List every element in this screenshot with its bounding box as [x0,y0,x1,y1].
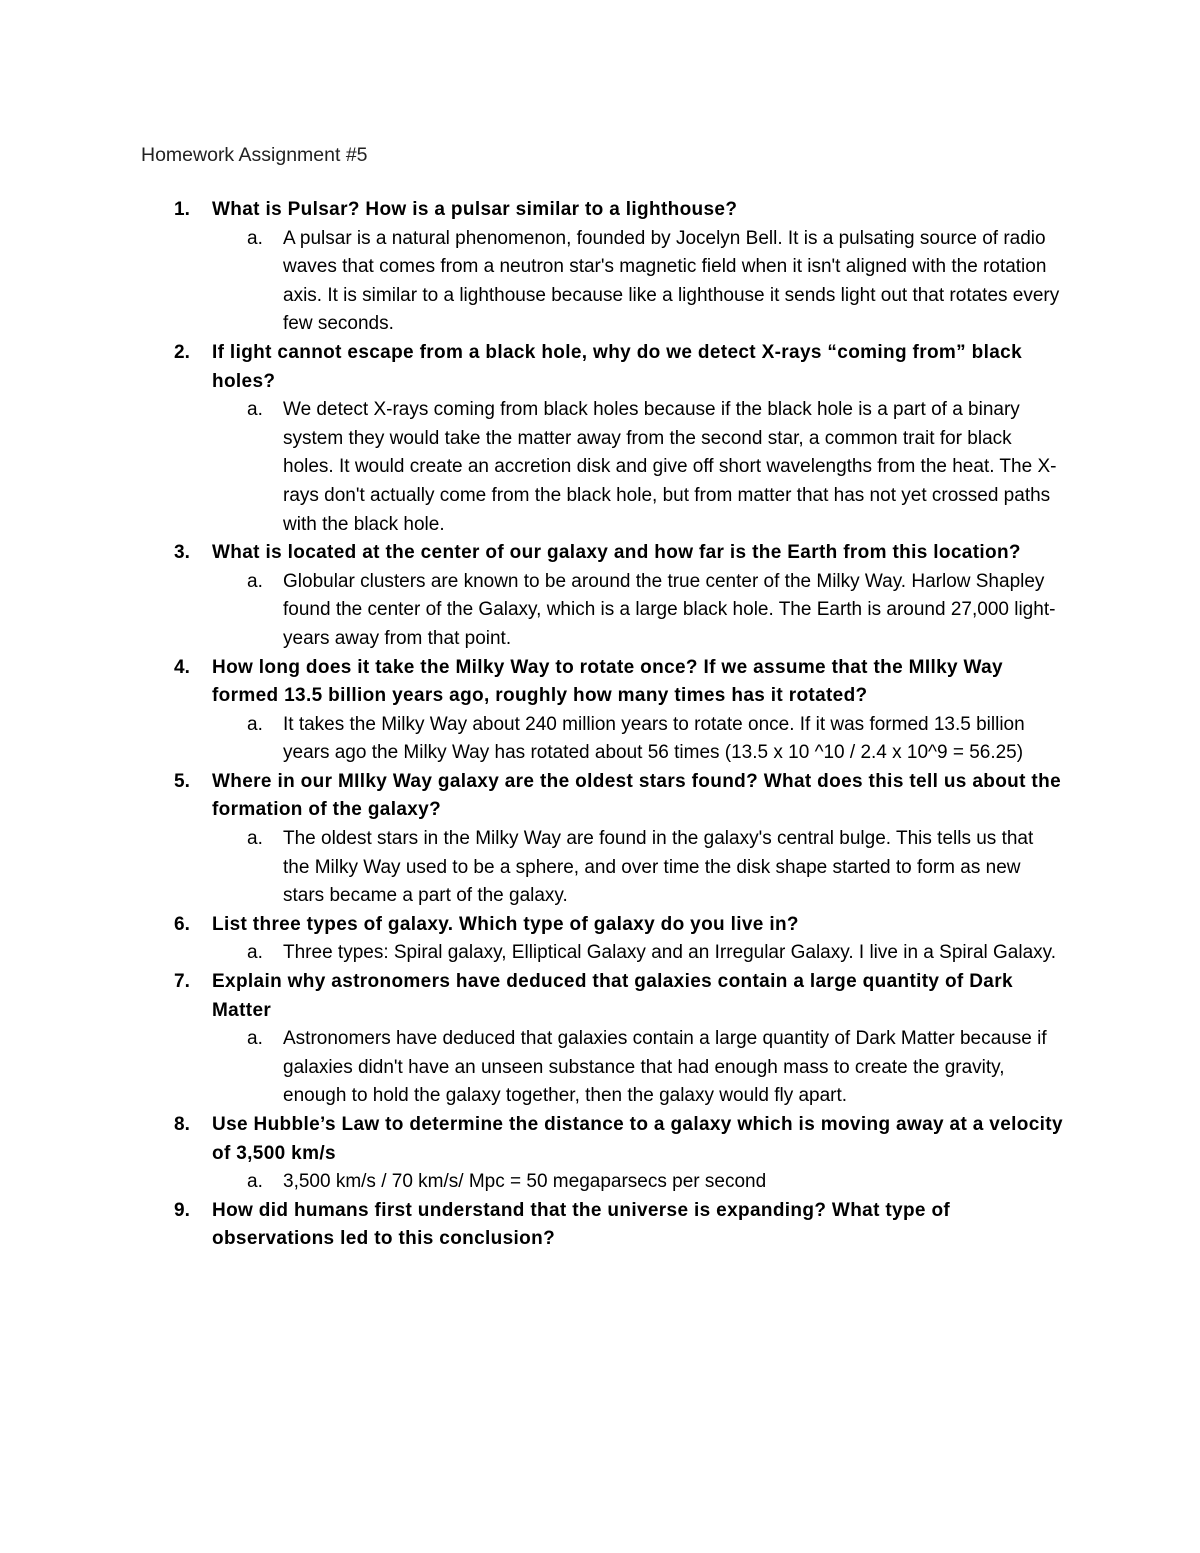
answer-text: We detect X-rays coming from black holes because if the black hole is a part of a binary system they would take the matter away from the second star, a common trait for black holes. It would create an accretion disk and give off short wavelengths from the heat. The X-rays don't actually come from the black hole, but from matter that has not yet crossed paths with the black hole. [283,399,1057,535]
question-item-1 [0,196,1200,339]
question-item-7 [0,968,1200,1111]
answer-marker: a. [247,570,263,592]
question-text: If light cannot escape from a black hole, why do we detect X-rays “coming from” black holes? [212,341,1022,392]
answer-text: 3,500 km/s / 70 km/s/ Mpc = 50 megaparsecs per second [283,1171,767,1193]
answer-item [0,825,1200,911]
question-number: 5. [174,770,190,792]
question-number: 3. [174,542,190,564]
question-text: List three types of galaxy. Which type of galaxy do you live in? [212,913,799,935]
question-item-6 [0,911,1200,968]
question-item-9 [0,1197,1200,1254]
answer-text: It takes the Milky Way about 240 million years to rotate once. If it was formed 13.5 billion years ago the Milky Way has rotated about 56 times (13.5 x 10 ^10 / 2.4 x 10^9 = 56.25) [283,713,1025,764]
question-text: Use Hubble’s Law to determine the distance to a galaxy which is moving away at a velocity of 3,500 km/s [212,1114,1063,1164]
question-item-2 [0,339,1200,539]
question-number: 9. [174,1199,190,1221]
question-number: 4. [174,656,190,678]
question-item-4 [0,654,1200,768]
answer-text: Three types: Spiral galaxy, Elliptical Galaxy and an Irregular Galaxy. I live in a Spiral Galaxy. [283,942,1057,964]
question-text: How did humans first understand that the universe is expanding? What type of observations led to this conclusion? [212,1199,951,1250]
document-title: Homework Assignment #5 [141,144,368,166]
question-text: Explain why astronomers have deduced that galaxies contain a large quantity of Dark Matter [212,971,1013,1021]
question-text: What is Pulsar? How is a pulsar similar to a lighthouse? [212,199,738,220]
answer-marker: a. [247,1028,263,1050]
question-text: Where in our MIlky Way galaxy are the oldest stars found? What does this tell us about the formation of the galaxy? [212,770,1061,821]
question-number: 8. [174,1114,190,1135]
answer-marker: a. [247,713,263,735]
answer-item [0,711,1200,768]
question-text: How long does it take the Milky Way to rotate once? If we assume that the MIlky Way formed 13.5 billion years ago, roughly how many times has it rotated? [212,656,1003,707]
answer-text: A pulsar is a natural phenomenon, founded by Jocelyn Bell. It is a pulsating source of radio waves that comes from a neutron star's magnetic field when it isn't aligned with the rotation axis. It is similar to a lighthouse because like a lighthouse it sends light out that rotates every few seconds. [283,227,1060,335]
question-item-3 [0,539,1200,653]
answer-item [0,1025,1200,1111]
answer-item [0,939,1200,968]
question-item-5 [0,768,1200,911]
question-number: 1. [174,199,190,220]
answer-text: Astronomers have deduced that galaxies contain a large quantity of Dark Matter because if galaxies didn't have an unseen substance that had enough mass to create the gravity, enough to hold the galaxy together, then the galaxy would fly apart. [283,1028,1047,1107]
question-number: 7. [174,971,190,993]
question-number: 2. [174,341,190,363]
answer-marker: a. [247,828,263,850]
answer-item [0,568,1200,654]
answer-item [0,396,1200,539]
question-item-8 [0,1111,1200,1197]
answer-marker: a. [247,399,263,421]
answer-marker: a. [247,227,263,249]
question-list [0,196,1200,1254]
answer-item [0,1168,1200,1197]
answer-marker: a. [247,942,263,964]
answer-text: The oldest stars in the Milky Way are found in the galaxy's central bulge. This tells us that the Milky Way used to be a sphere, and over time the disk shape started to form as new stars became a part of the galaxy. [283,828,1034,907]
question-text: What is located at the center of our galaxy and how far is the Earth from this location? [212,542,1021,564]
question-number: 6. [174,913,190,935]
answer-text: Globular clusters are known to be around the true center of the Milky Way. Harlow Shapley found the center of the Galaxy, which is a large black hole. The Earth is around 27,000 light-years away from that point. [283,570,1056,649]
answer-item [0,225,1200,339]
answer-marker: a. [247,1171,263,1193]
